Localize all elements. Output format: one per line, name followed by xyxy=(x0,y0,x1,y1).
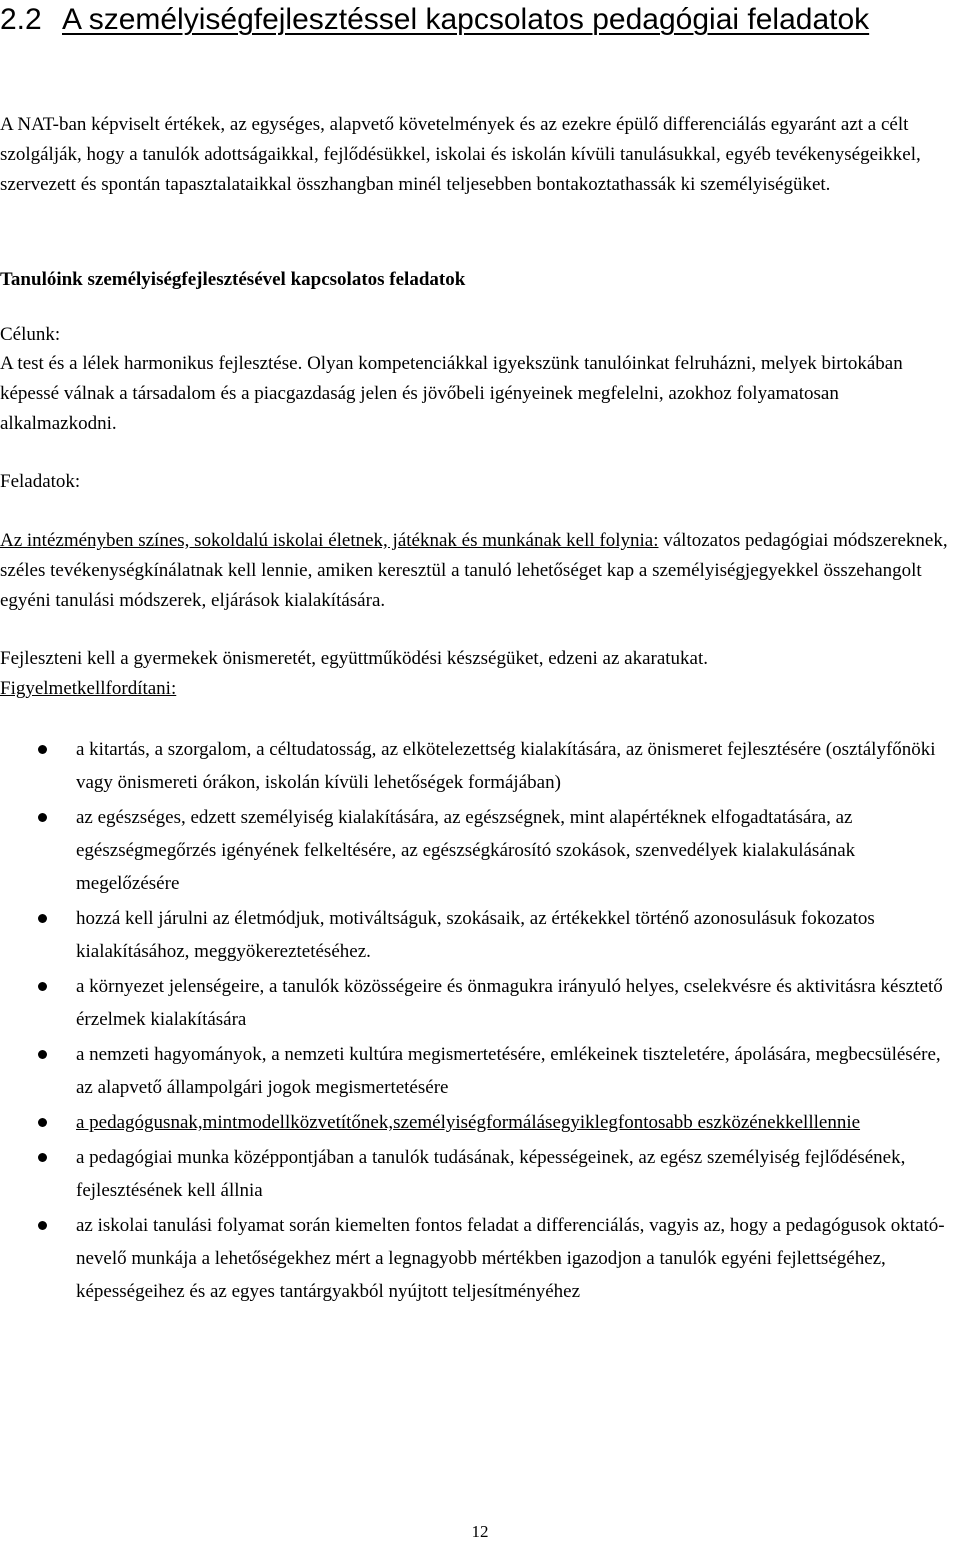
list-item xyxy=(0,1141,960,1207)
bullet-dot-icon xyxy=(38,982,47,991)
intro-paragraph: A NAT-ban képviselt értékek, az egységes, alapvető követelmények és az ezekre épülő differenciálás egyaránt azt a célt szolgálják, hogy a tanulók adottságaikkal, fejlődésükkel, iskolai és iskolán kívüli tanulásukkal, egyéb tevékenységeikkel, szervezett és spontán tapasztalataikkal összhangban minél teljesebben bontakoztathassák ki személyiségüket. xyxy=(0,114,921,195)
tasks-underlined-text: Az intézményben színes, sokoldalú iskolai életnek, játéknak és munkának kell folynia: xyxy=(0,530,659,551)
bullet-dot-icon xyxy=(38,813,47,822)
attention-label xyxy=(0,674,960,704)
page-number: 12 xyxy=(471,1522,489,1541)
bullet-dot-icon xyxy=(38,745,47,754)
section-heading xyxy=(0,0,900,40)
tasks-paragraph xyxy=(0,526,960,616)
list-item xyxy=(0,1209,960,1308)
goal-label: Célunk: xyxy=(0,324,61,345)
list-item-text: a környezet jelenségeire, a tanulók közösségeire és önmagukra irányuló helyes, cselekvésre és aktivitásra késztető érzelmek kialakítására xyxy=(76,976,943,1030)
develop-paragraph: Fejleszteni kell a gyermekek önismeretét, együttműködési készségüket, edzeni az akaratukat. xyxy=(0,648,709,669)
bullet-dot-icon xyxy=(38,1221,47,1230)
tasks-label: Feladatok: xyxy=(0,471,81,492)
bullet-list xyxy=(0,733,960,1310)
list-item-text: a kitartás, a szorgalom, a céltudatosság, az elkötelezettség kialakítására, az önismeret fejlesztésére (osztályfőnöki vagy önismereti órákon, iskolán kívüli lehetőségek formájában) xyxy=(76,739,936,793)
bullet-dot-icon xyxy=(38,914,47,923)
list-item-text: a nemzeti hagyományok, a nemzeti kultúra megismertetésére, emlékeinek tiszteletére, ápolására, megbecsülésére, az alapvető állampolgári jogok megismertetésére xyxy=(76,1044,941,1098)
section-number: 2.2 xyxy=(0,3,42,36)
list-item-text: az iskolai tanulási folyamat során kiemelten fontos feladat a differenciálás, vagyis az, hogy a pedagógusok oktató-nevelő munkája a lehetőségekhez mért a legnagyobb mértékben igazodjon a tanulók egyéni fejlettségéhez, képességeihez és az egyes tantárgyakból nyújtott teljesítményéhez xyxy=(76,1215,945,1302)
list-item-text: a pedagógiai munka középpontjában a tanulók tudásának, képességeinek, az egész személyiség fejlődésének, fejlesztésének kell állnia xyxy=(76,1147,906,1201)
list-item xyxy=(0,902,960,968)
list-item xyxy=(0,801,960,900)
list-item-text: a pedagógusnak,mintmodellközvetítőnek,személyiségformálásegyiklegfontosabb eszközénekkelllennie xyxy=(76,1112,861,1133)
list-item xyxy=(0,1038,960,1104)
list-item-text: hozzá kell járulni az életmódjuk, motiváltságuk, szokásaik, az értékekkel történő azonosulásuk fokozatos kialakításához, meggyökereztetéséhez. xyxy=(76,908,875,962)
goal-paragraph: A test és a lélek harmonikus fejlesztése. Olyan kompetenciákkal igyekszünk tanulóinkat felruházni, melyek birtokában képessé válnak a társadalom és a piacgazdaság jelen és jövőbeli igényeinek megfelelni, azokhoz folyamatosan alkalmazkodni. xyxy=(0,353,903,434)
bullet-dot-icon xyxy=(38,1153,47,1162)
list-item xyxy=(0,1106,960,1139)
subheading: Tanulóink személyiségfejlesztésével kapcsolatos feladatok xyxy=(0,269,466,290)
list-item-text: az egészséges, edzett személyiség kialakítására, az egészségnek, mint alapértéknek elfogadtatására, az egészségmegőrzés igényének felkeltésére, az egészségkárosító szokások, szenvedélyek kialakulásának megelőzésére xyxy=(76,807,856,894)
section-title: A személyiségfejlesztéssel kapcsolatos pedagógiai feladatok xyxy=(62,3,870,36)
list-item xyxy=(0,733,960,799)
tasks-rest-text: változatos pedagógiai módszereknek, széles tevékenységkínálatnak kell lennie, amiken keresztül a tanuló lehetőséget kap a személyiségjegyekkel összehangolt egyéni tanulási módszerek, eljárások kialakítására. xyxy=(0,530,948,611)
bullet-dot-icon xyxy=(38,1050,47,1059)
list-item xyxy=(0,970,960,1036)
bullet-dot-icon xyxy=(38,1118,47,1127)
attention-label-text: Figyelmetkellfordítani: xyxy=(0,678,177,699)
